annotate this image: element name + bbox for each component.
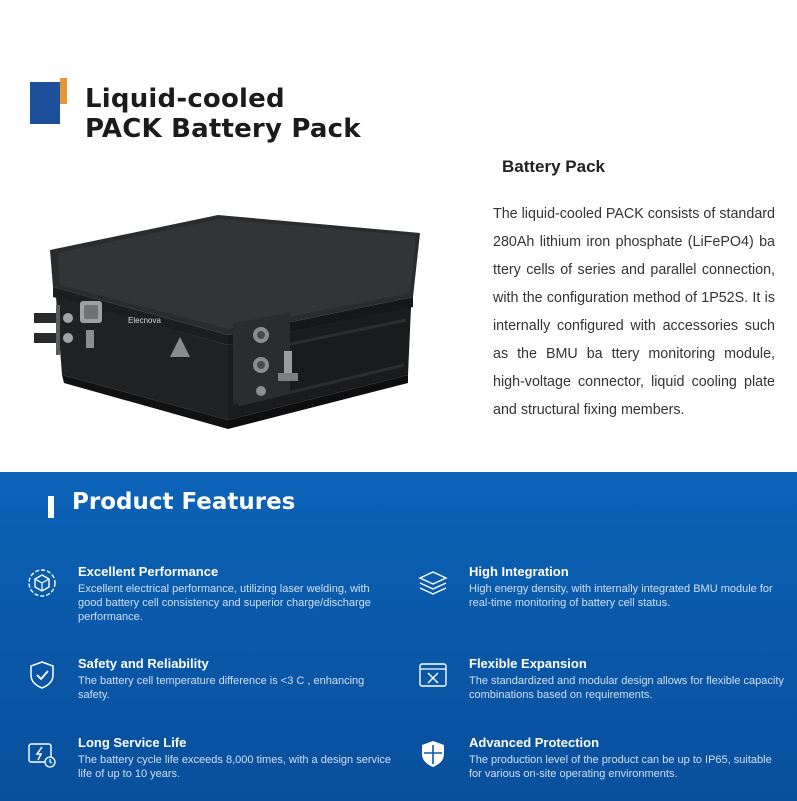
feature-text: High energy density, with internally integrated BMU module for real-time monitoring of battery cell status. bbox=[469, 583, 773, 609]
page-title bbox=[85, 84, 361, 144]
feature-text: The battery cell temperature difference is <3 C , enhancing safety. bbox=[78, 675, 365, 701]
features-title-bar bbox=[48, 496, 54, 518]
cube-network-icon bbox=[26, 567, 58, 599]
window-expand-icon bbox=[417, 659, 449, 691]
feature-text: The production level of the product can be up to IP65, suitable for various on-site operating environments. bbox=[469, 754, 772, 780]
feature-title: Long Service Life bbox=[78, 735, 187, 750]
product-subtitle: Battery Pack bbox=[502, 157, 606, 176]
feature-text: The standardized and modular design allows for flexible capacity combinations based on requirements. bbox=[469, 675, 784, 701]
features-title: Product Features bbox=[72, 489, 296, 515]
feature-title: High Integration bbox=[469, 564, 569, 579]
battery-lightning-icon bbox=[26, 738, 58, 770]
shield-check-icon bbox=[26, 659, 58, 691]
feature-title: Advanced Protection bbox=[469, 735, 600, 750]
page-title-line2: PACK Battery Pack bbox=[85, 114, 361, 144]
feature-title: Safety and Reliability bbox=[78, 656, 209, 671]
feature-title: Excellent Performance bbox=[78, 564, 219, 579]
shield-protection-icon bbox=[417, 738, 449, 770]
product-description: The liquid-cooled PACK consists of standard 280Ah lithium iron phosphate (LiFePO4) ba ttery cells of series and parallel connection, with the configuration method of 1P52S. It is internally configured with accessories such as the BMU ba ttery monitoring module, high-voltage connector, liquid cooling plate and structural fixing members. bbox=[493, 206, 775, 418]
feature-text: Excellent electrical performance, utilizing laser welding, with good battery cell consistency and superior charge/discharge performance. bbox=[78, 583, 371, 623]
feature-text: The battery cycle life exceeds 8,000 times, with a design service life of up to 10 years. bbox=[78, 754, 392, 780]
layers-icon bbox=[417, 567, 449, 599]
brand-mark-orange bbox=[60, 78, 67, 104]
battery-pack-image bbox=[28, 205, 428, 435]
brand-mark-blue bbox=[30, 82, 60, 124]
page-title-line1: Liquid-cooled bbox=[85, 84, 285, 114]
brand-mark-icon bbox=[30, 78, 68, 124]
battery-brand-label: Elecnova bbox=[128, 316, 161, 325]
features-section bbox=[0, 472, 797, 801]
feature-title: Flexible Expansion bbox=[469, 656, 587, 671]
